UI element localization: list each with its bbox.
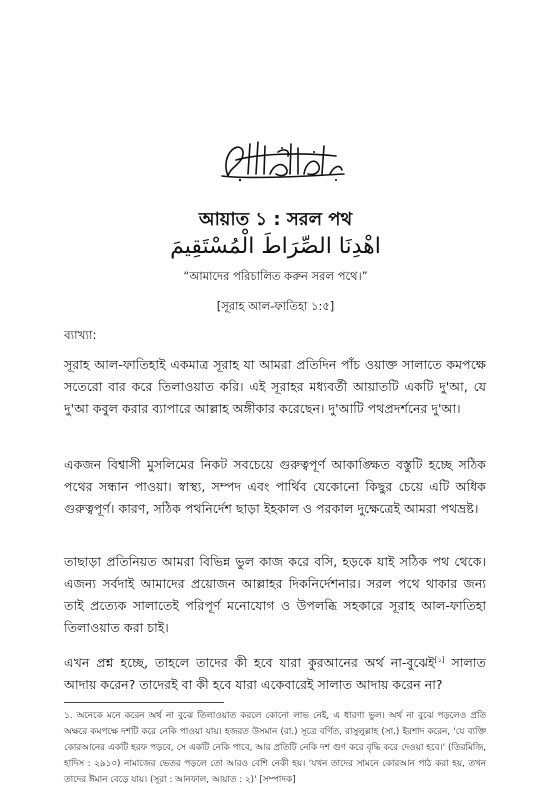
paragraph-4-start: এখন প্রশ্ন হচ্ছে, তাহলে তাদের কী হবে যারা কুরআনের অর্থ না-বুঝেই — [64, 655, 435, 671]
paragraph-2: একজন বিশ্বাসী মুসলিমের নিকট সবচেয়ে গুরুত্বপূর্ণ আকাঙ্ক্ষিত বস্তুটি হচ্ছে সঠিক পথের সন্ধান পাওয়া। স্বাস্থ্য, সম্পদ এবং পার্থিব যেকোনো কিছুর চেয়ে এটি অধিক গুরুত্বপূর্ণ। কারণ, সঠিক পথনির্দেশ ছাড়া ইহকাল ও পরকাল দুক্ষেত্রেই আমরা পথভ্রষ্ট। — [64, 457, 486, 516]
bismillah-calligraphy — [218, 138, 348, 182]
footnote-text: ১. অনেকে মনে করেন অর্থ না বুঝে তিলাওয়াত করলে কোনো লাভ নেই, এ ধারণা ভুল। অর্থ না বুঝে পড়লেও প্রতি অক্ষরে কমপক্ষে দশটি করে নেকি পাওয়া যায়। হজরত উসমান (রা.) সূত্রে বর্ণিত, রাসুলুল্লাহ (সা.) ইরশাদ করেন, 'যে ব্যক্তি কোরআনের একটি হরফ পড়বে, সে একটি নেকি পাবে, আর প্রতিটি নেকি দশ গুণ করে বৃদ্ধি করে দেওয়া হবে।' (তিরমিজি, হাদিস : ২৯১০) নামাজের ভেতর পড়লে তো আরও বেশি নেকী হয়। 'যখন তাদের সামনে কোরআন পাঠ করা হয়, তখন তাদের ঈমান বেড়ে যায়। (সূরা : আনফাল, আয়াত : ২)' [সম্পাদক] — [64, 711, 486, 785]
paragraph-4-end: সালাত আদায় করেন? তাদেরই বা কী হবে যারা একেবারেই সালাত আদায় করেন না? — [64, 655, 486, 693]
paragraph-3: তাছাড়া প্রতিনিয়ত আমরা বিভিন্ন ভুল কাজ করে বসি, হড়কে যাই সঠিক পথ থেকে। এজন্য সর্বদাই আমাদের প্রয়োজন আল্লাহর দিকনির্দেশনার। সরল পথে থাকার জন্য তাই প্রত্যেক সালাতেই পরিপূর্ণ মনোযোগ ও উপলব্ধি সহকারে সূরাহ আল-ফাতিহা তিলাওয়াত করা চাই। — [64, 554, 486, 635]
explanation-label: ব্যাখ্যা: — [64, 328, 97, 342]
verse-translation: “আমাদের পরিচালিত করুন সরল পথে।” — [183, 269, 368, 283]
verse-reference: [সূরাহ আল-ফাতিহা ১:৫] — [216, 299, 335, 313]
footnote-marker[interactable]: [১] — [434, 656, 445, 664]
footnote-divider — [64, 702, 224, 703]
paragraph-4 — [64, 649, 486, 696]
verse-title: আয়াত ১ : সরল পথ — [198, 209, 353, 230]
calligraphy-graphic — [218, 138, 348, 182]
arabic-verse: اهْدِنَا الصِّرَاطَ الْمُسْتَقِيمَ — [170, 234, 381, 259]
paragraph-1: সূরাহ আল-ফাতিহাই একমাত্র সূরাহ যা আমরা প্রতিদিন পাঁচ ওয়াক্ত সালাতে কমপক্ষে সতেরো বার করে তিলাওয়াত করি। এই সূরাহর মধ্যবর্তী আয়াতটি একটি দু'আ, যে দু'আ কবুল করার ব্যাপারে আল্লাহ অঙ্গীকার করেছেন। দু'আটি পথপ্রদর্শনের দু'আ। — [64, 357, 486, 416]
